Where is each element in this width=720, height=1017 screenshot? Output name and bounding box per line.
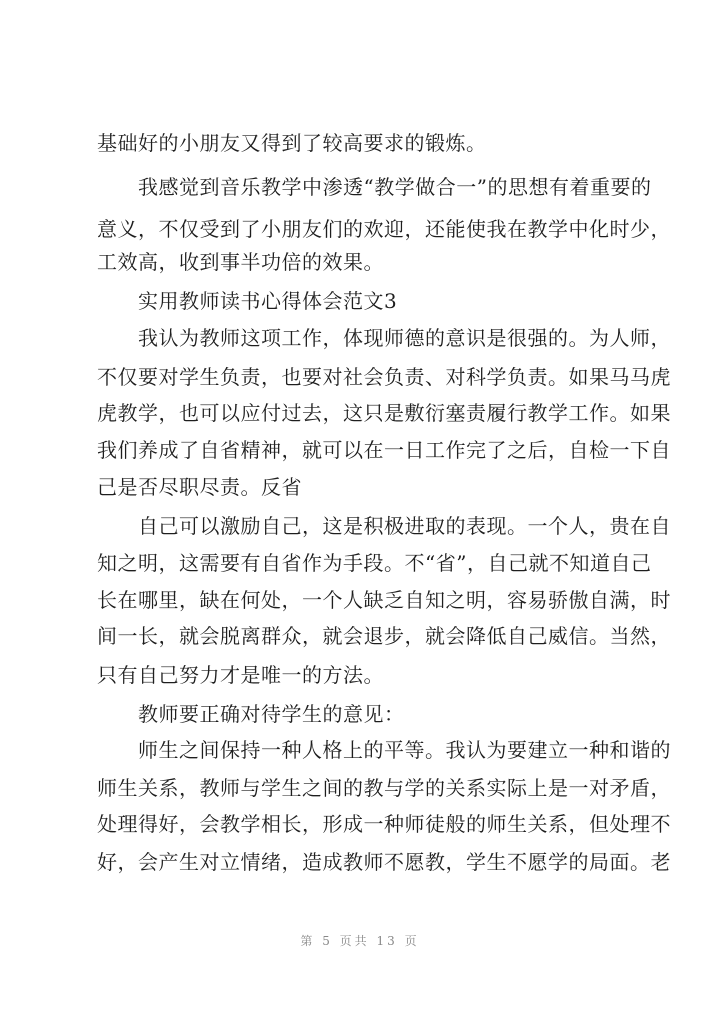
- text-line: 我感觉到音乐教学中渗透“教学做合一”的思想有着重要的: [138, 175, 652, 199]
- text-line: 知之明，这需要有自省作为手段。不“省”，自己就不知道自己: [97, 551, 652, 575]
- text-line: 意义，不仅受到了小朋友们的欢迎，还能使我在教学中化时少，: [97, 217, 671, 241]
- text-line: 长在哪里，缺在何处，一个人缺乏自知之明，容易骄傲自满，时: [97, 588, 671, 612]
- text-line: 我认为教师这项工作，体现师德的意识是很强的。为人师，: [138, 326, 671, 350]
- text-line: 处理得好，会教学相长，形成一种师徒般的师生关系，但处理不: [97, 812, 671, 836]
- text-line: 我们养成了自省精神，就可以在一日工作完了之后，自检一下自: [97, 438, 671, 462]
- text-line: 虎教学，也可以应付过去，这只是敷衍塞责履行教学工作。如果: [97, 401, 671, 425]
- text-line: 师生关系，教师与学生之间的教与学的关系实际上是一对矛盾，: [97, 776, 671, 800]
- text-line: 师生之间保持一种人格上的平等。我认为要建立一种和谐的: [138, 738, 671, 762]
- section-heading: 实用教师读书心得体会范文3: [138, 289, 398, 313]
- text-line: 自己可以激励自己，这是积极进取的表现。一个人，贵在自: [138, 514, 671, 538]
- text-line: 教师要正确对待学生的意见：: [138, 702, 405, 726]
- text-line: 工效高，收到事半功倍的效果。: [97, 250, 384, 274]
- text-line: 只有自己努力才是唯一的方法。: [97, 663, 384, 687]
- text-line: 间一长，就会脱离群众，就会退步，就会降低自己威信。当然，: [97, 624, 671, 648]
- text-line: 基础好的小朋友又得到了较高要求的锻炼。: [97, 131, 487, 155]
- text-line: 己是否尽职尽责。反省: [97, 475, 302, 499]
- text-line: 不仅要对学生负责，也要对社会负责、对科学负责。如果马马虎: [97, 365, 671, 389]
- text-line: 好，会产生对立情绪，造成教师不愿教，学生不愿学的局面。老: [97, 850, 671, 874]
- page-number-footer: 第 5 页共 13 页: [300, 934, 420, 948]
